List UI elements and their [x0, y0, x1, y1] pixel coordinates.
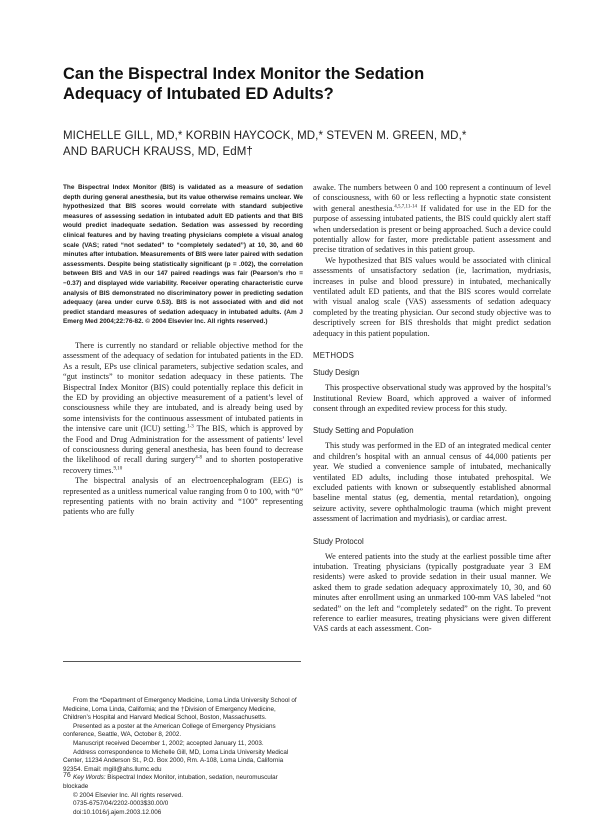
study-setting-text: This study was performed in the ED of an integrated medical center and children’s hospital with an annual census of 44,000 patients per year. We studied a convenience sample of intubated, mechanically ventilated ED adults, including those intubated prehospital. We excluded patients with known or subsequently established abnormal baseline mental status (eg, dementia, mental retardation), ongoing seizure activity, severe ophthalmologic trauma (which might prevent assessment of lacrimation and mydriasis), or cardiac arrest.: [313, 441, 551, 524]
footnote-copyright: © 2004 Elsevier Inc. All rights reserved.: [73, 791, 183, 799]
footnote-doi: doi:10.1016/j.ajem.2003.12.006: [73, 808, 162, 816]
footnote-issn: 0735-6757/04/2202-0003$30.00/0: [73, 800, 169, 808]
intro-paragraph: The bispectral analysis of an electroencephalogram (EEG) is represented as a unitless numerical value ranging from 0 to 100, with “0” representing patients with no brain activity and “100” representing patients who are fully: [63, 476, 303, 517]
footnote-presented: Presented as a poster at the American College of Emergency Physicians conference, Seattle, WA, October 8, 2002.: [63, 722, 276, 739]
author-list: [63, 128, 543, 160]
author-line: MICHELLE GILL, MD,* KORBIN HAYCOCK, MD,* STEVEN M. GREEN, MD,*: [63, 130, 467, 142]
right-column: [313, 183, 551, 783]
study-design-text: This prospective observational study was approved by the hospital’s Institutional Review Board, which approved a waiver of informed consent through an expedited review process for this study.: [313, 383, 551, 413]
footnote-keywords: Key Words: Bispectral Index Monitor, intubation, sedation, neuromuscular blockade: [63, 774, 278, 790]
article-title: [63, 64, 543, 104]
methods-heading: METHODS: [313, 351, 355, 361]
title-line: Adequacy of Intubated ED Adults?: [63, 85, 334, 103]
intro-paragraph: There is currently no standard or reliable objective method for the assessment of the adequacy of sedation for intubated patients in the ED. As a result, EPs use clinical parameters, subjective sedation scales, and “gut instincts” to monitor sedation adequacy in these patients. The Bispectral Index Monitor (BIS) could potentially replace this deficit in the ED by providing an objective measurement of a patient’s level of consciousness while they are intubated, and is already being used by some intensivists for the continuous assessment of intubated patients in the intensive care unit (ICU) setting.$^{1-3}$ The BIS, which is approved by the Food and Drug Administration for the assessment of patients’ level of consciousness during general anesthesia, has been found to decrease the likelihood of recall during surgery$^{4-8}$ and to shorten postoperative recovery times.$^{9,10}$: [63, 340, 303, 475]
footnote-received: Manuscript received December 1, 2002; accepted January 11, 2003.: [73, 739, 264, 747]
footnote-address: Address correspondence to Michelle Gill, MD, Loma Linda University Medical Center, 11234 Anderson St., P.O. Box 2000, Rm. A-108, Loma Linda, California 92354. Email: mgill@ahs.llumc.edu: [63, 748, 289, 773]
study-protocol-heading: Study Protocol: [313, 536, 364, 546]
page-number: 76: [63, 772, 71, 779]
study-protocol-text: We entered patients into the study at the earliest possible time after intubation. Treating physicians (typically postgraduate year 3 EM residents) were asked to provide sedation in their usual manner. We asked them to grade sedation adequacy approximately 10, 30, and 60 minutes after enrollment using an unmarked 100-mm VAS labeled “not sedated” on the left and “completely sedated” on the right. To prevent reference to earlier measures, treating physicians were given different VAS cards at each assessment. Con-: [313, 551, 551, 634]
footnotes: [63, 697, 301, 817]
study-design-heading: Study Design: [313, 368, 360, 378]
left-column: [63, 183, 303, 658]
author-line: AND BARUCH KRAUSS, MD, EdM†: [63, 146, 253, 158]
title-line: Can the Bispectral Index Monitor the Sedation: [63, 65, 425, 83]
study-setting-heading: Study Setting and Population: [313, 426, 414, 436]
body-paragraph: awake. The numbers between 0 and 100 represent a continuum of level of consciousness, with 60 or less reflecting a hypnotic state consistent with general anesthesia.$^{4,5,7,11-14}$ If validated for use in the ED for the purpose of assessing intubated patients, the BIS could quickly alert staff when undersedation is present or being approached. Such a device could potentially allow for faster, more predictable patient assessment and precise titration of sedatives in this patient group.: [313, 183, 551, 255]
footnote-affiliation: From the *Department of Emergency Medicine, Loma Linda University School of Medicine, Loma Linda, California; and the †Division of Emergency Medicine, Children’s Hospital and Harvard Medical School, Boston, Massachusetts.: [63, 697, 297, 722]
hypothesis-paragraph: We hypothesized that BIS values would be associated with clinical assessments of unsatisfactory sedation (ie, lacrimation, mydriasis, increases in pulse and blood pressure) in intubated, mechanically ventilated adult ED patients, and that the BIS scores would correlate with visual analog scale (VAS) assessments of sedation adequacy completed by the treating physician. Our second study objective was to descriptively screen for BIS thresholds that might predict sedation adequacy in this patient population.: [313, 255, 551, 338]
footnote-divider: [63, 661, 301, 662]
abstract: The Bispectral Index Monitor (BIS) is validated as a measure of sedation depth during general anesthesia, but its value otherwise remains unclear. We hypothesized that BIS scores would correlate with standard subjective measures of assessing sedation in intubated adult ED patients and that BIS would predict inadequate sedation. Sedation was assessed by recording clinical features and by having treating physicians complete a visual analog scale (VAS; rated “not sedated” to “completely sedated”) at 10, 30, and 60 minutes after intubation. Measurements of BIS were later paired with sedation assessments. Despite being statistically significant (p = .002), the correlation between BIS and VAS in our 147 paired readings was fair (Pearson’s rho = −0.37) and displayed wide variability. Receiver operating characteristic curve analysis of BIS demonstrated no discriminatory power in predicting sedation adequacy (area under curve 0.53). BIS is not associated with and did not predict standard measures of sedation adequacy in intubated adults. (Am J Emerg Med 2004;22:76-82. © 2004 Elsevier Inc. All rights reserved.): [63, 184, 303, 326]
